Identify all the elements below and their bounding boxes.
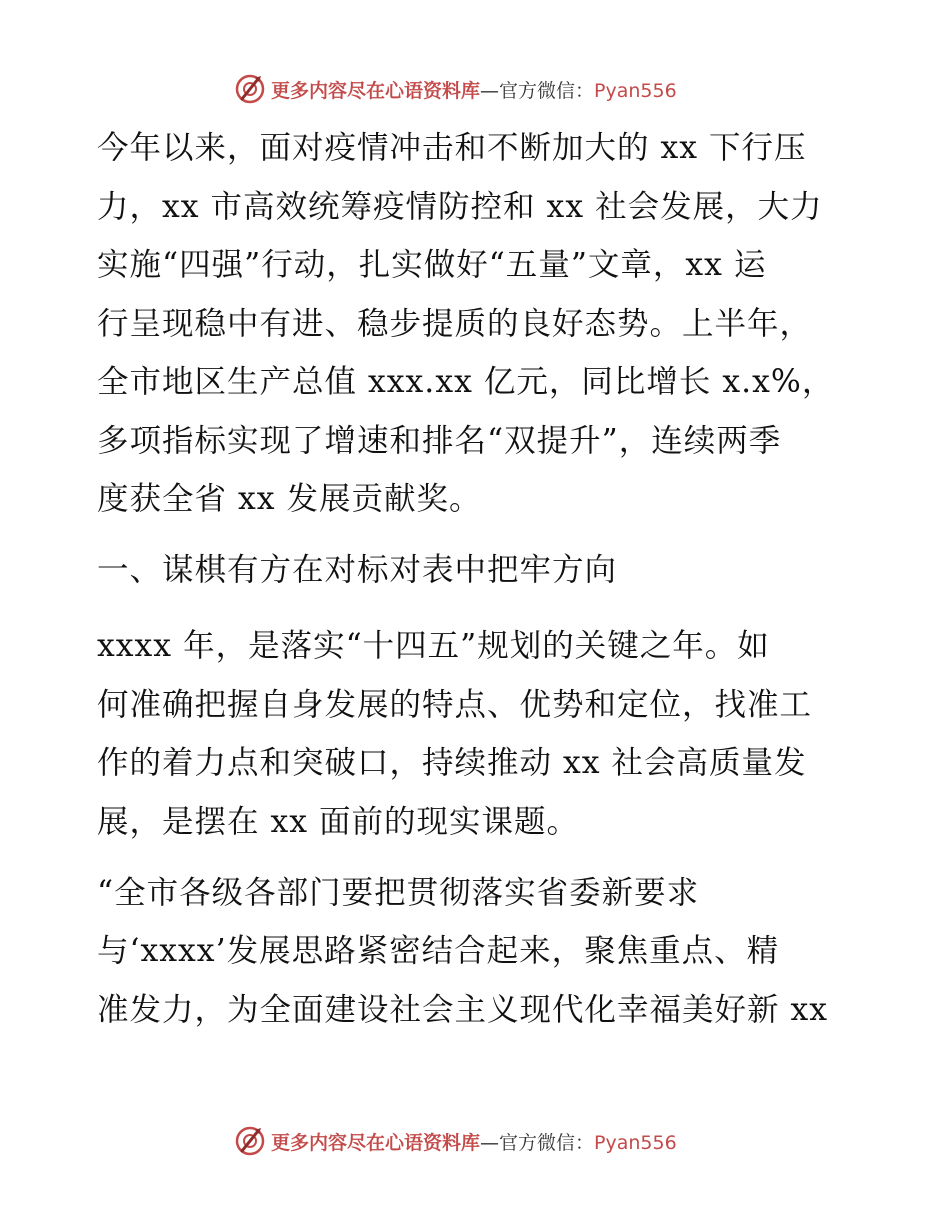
watermark-id: Pyan556 [594,1131,677,1154]
paragraph-line: 力，xx 市高效统筹疫情防控和 xx 社会发展，大力 [97,189,823,225]
brand-logo-icon [233,1124,267,1158]
watermark-dash: —官方微信： [480,79,595,102]
watermark-text [271,1128,677,1155]
paragraph-line: 与‘xxxx’发展思路紧密结合起来，聚焦重点、精 [97,933,780,969]
brand-logo-icon [233,72,267,106]
paragraph-line: 行呈现稳中有进、稳步提质的良好态势。上半年， [97,306,813,342]
paragraph-line: 今年以来，面对疫情冲击和不断加大的 xx 下行压 [97,130,807,166]
paragraph-line: 多项指标实现了增速和排名“双提升”，连续两季 [97,423,782,459]
paragraph-line: 度获全省 xx 发展贡献奖。 [97,481,482,517]
watermark-dash: —官方微信： [480,1131,595,1154]
paragraph-line: 何准确把握自身发展的特点、优势和定位，找准工 [97,687,813,723]
header-watermark [233,72,677,106]
section-heading: 一、谋棋有方在对标对表中把牢方向 [97,552,618,588]
paragraph-line: 准发力，为全面建设社会主义现代化幸福美好新 xx [97,992,829,1028]
paragraph-line: 实施“四强”行动，扎实做好“五量”文章，xx 运 [97,247,767,283]
watermark-id: Pyan556 [594,79,677,102]
paragraph-line: xxxx 年，是落实“十四五”规划的关键之年。如 [97,628,770,664]
paragraph-line: 全市地区生产总值 xxx.xx 亿元，同比增长 x.x%， [97,364,835,400]
watermark-main: 更多内容尽在心语资料库 [271,79,481,102]
watermark-text [271,76,677,103]
paragraph-line: 作的着力点和突破口，持续推动 xx 社会高质量发 [97,745,807,781]
footer-watermark [233,1124,677,1158]
watermark-main: 更多内容尽在心语资料库 [271,1131,481,1154]
paragraph-line: “全市各级各部门要把贯彻落实省委新要求 [97,875,700,911]
paragraph-line: 展，是摆在 xx 面前的现实课题。 [97,804,580,840]
